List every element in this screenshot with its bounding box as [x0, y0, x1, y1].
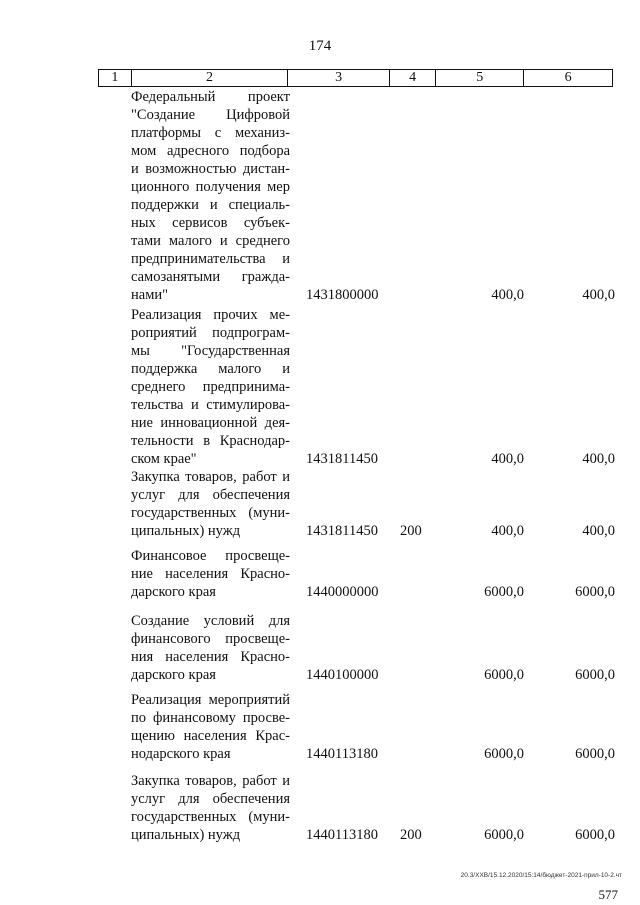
- amount-col-5: 400,0: [491, 287, 524, 303]
- footer-stamp: 20.3/XXВ/15.12.2020/15:14/бюджет-2021-прил-10-2.чт: [460, 872, 622, 879]
- row-description: [131, 88, 290, 304]
- description-line: тами малого и среднего: [131, 233, 290, 249]
- description-line: нами": [131, 287, 169, 303]
- row-description: [131, 468, 290, 540]
- page-number: 174: [308, 38, 332, 54]
- amount-col-6: 6000,0: [575, 827, 615, 843]
- description-line: среднего предпринима-: [131, 379, 290, 395]
- target-code: 1440113180: [306, 746, 378, 762]
- description-line: Закупка товаров, работ и: [131, 469, 290, 485]
- description-line: "Создание Цифровой: [131, 107, 290, 123]
- row-description: [131, 772, 290, 844]
- sheet-number: 577: [598, 887, 618, 902]
- description-line: ных сервисов субъек-: [131, 215, 290, 231]
- expense-type-code: 200: [400, 827, 422, 843]
- column-header-1: 1: [99, 70, 132, 87]
- amount-col-5: 6000,0: [484, 584, 524, 600]
- row-description: [131, 547, 290, 601]
- target-code: 1440100000: [306, 667, 379, 683]
- column-header-2: 2: [131, 70, 288, 87]
- amount-col-6: 6000,0: [575, 746, 615, 762]
- description-line: Закупка товаров, работ и: [131, 773, 290, 789]
- column-header-4: 4: [389, 70, 435, 87]
- amount-col-6: 400,0: [582, 523, 615, 539]
- description-line: предпринимательства и: [131, 251, 290, 267]
- amount-col-6: 400,0: [582, 287, 615, 303]
- description-line: тельства и стимулирова-: [131, 397, 290, 413]
- description-line: ском крае": [131, 451, 197, 467]
- row-description: [131, 612, 290, 684]
- description-line: по финансовому просве-: [131, 710, 290, 726]
- column-header-table: [98, 69, 613, 87]
- description-line: финансового просвеще-: [131, 631, 290, 647]
- description-line: Финансовое просвеще-: [131, 548, 290, 564]
- amount-col-5: 6000,0: [484, 667, 524, 683]
- target-code: 1431811450: [306, 523, 378, 539]
- description-line: Федеральный проект: [131, 89, 290, 105]
- row-description: [131, 691, 290, 763]
- column-header-3: 3: [288, 70, 390, 87]
- amount-col-6: 6000,0: [575, 584, 615, 600]
- description-line: нодарского края: [131, 746, 231, 762]
- row-description: [131, 306, 290, 468]
- column-header-5: 5: [436, 70, 524, 87]
- target-code: 1440000000: [306, 584, 379, 600]
- amount-col-6: 400,0: [582, 451, 615, 467]
- column-header-6: 6: [524, 70, 613, 87]
- description-line: роприятий подпрограм-: [131, 325, 290, 341]
- description-line: ципальных) нужд: [131, 523, 241, 539]
- description-line: поддержка малого и: [131, 361, 290, 377]
- description-line: дарского края: [131, 667, 216, 683]
- description-line: дарского края: [131, 584, 216, 600]
- description-line: услуг для обеспечения: [131, 487, 290, 503]
- description-line: щению населения Крас-: [131, 728, 290, 744]
- description-line: ципальных) нужд: [131, 827, 241, 843]
- description-line: Создание условий для: [131, 613, 290, 629]
- description-line: ния населения Красно-: [131, 649, 290, 665]
- description-line: тельности в Краснодар-: [131, 433, 290, 449]
- description-line: ние населения Красно-: [131, 566, 290, 582]
- description-line: услуг для обеспечения: [131, 791, 290, 807]
- amount-col-5: 400,0: [491, 523, 524, 539]
- description-line: Реализация прочих ме-: [131, 307, 290, 323]
- description-line: и возможностью дистан-: [131, 161, 290, 177]
- description-line: ние инновационной дея-: [131, 415, 290, 431]
- description-line: поддержки и специаль-: [131, 197, 290, 213]
- target-code: 1431800000: [306, 287, 379, 303]
- description-line: мом адресного подбора: [131, 143, 290, 159]
- target-code: 1440113180: [306, 827, 378, 843]
- target-code: 1431811450: [306, 451, 378, 467]
- description-line: Реализация мероприятий: [131, 692, 290, 708]
- description-line: платформы с механиз-: [131, 125, 290, 141]
- description-line: государственных (муни-: [131, 505, 290, 521]
- description-line: мы "Государственная: [131, 343, 290, 359]
- amount-col-5: 400,0: [491, 451, 524, 467]
- amount-col-5: 6000,0: [484, 827, 524, 843]
- amount-col-6: 6000,0: [575, 667, 615, 683]
- expense-type-code: 200: [400, 523, 422, 539]
- description-line: ционного получения мер: [131, 179, 290, 195]
- amount-col-5: 6000,0: [484, 746, 524, 762]
- description-line: самозанятыми гражда-: [131, 269, 290, 285]
- description-line: государственных (муни-: [131, 809, 290, 825]
